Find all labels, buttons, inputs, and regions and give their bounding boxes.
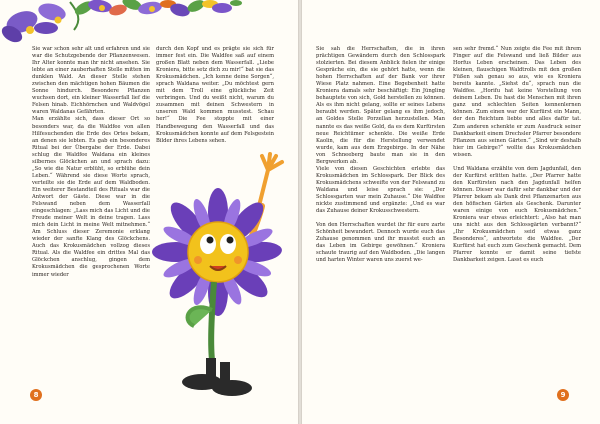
paragraph: Und Waldana erzählte von dem Jagdunfall, den der Kurfürst erlitten hatte. „Der Pfarrer hatte den Kurfürsten nach den Jagdunfall helfen können. Dieser war dafür sehr dankbar und der Pfarrer bekam als Dank drei Pflanzenarten aus den höfischen Gärten als Geschenk. Darunter waren einige von euch Krokusmädchen.“ Kroniera war etwas erleichtert: „Also hat man uns nicht aus den Schlossgärten verbannt?“ „Ihr Krokusmädchen seid etwas ganz Besonderes“, antwortete die Waldfee. „Der Kurfürst hat euch zum Geschenk gemacht. Dem Pfarrer konnte er damit seine tiefste Dankbarkeit zeigen. Lasst es euch: [453, 165, 581, 264]
paragraph: Viele von diesen Geschichten erlebte das Krokusmädchen im Schlosspark. Der Blick des Krokusmädchens schweifte von der Felswand zu Waldana und leise sprach sie: „Der Schlossgarten war mein Zuhause.“ Die Waldfee nickte zustimmend und ergänzte: „Und es war das Zuhause deiner Krokusschwestern.: [316, 165, 445, 215]
crocus-girl-illustration: [150, 150, 298, 410]
paragraph: durch den Kopf und es prägte sie sich für immer fest ein. Die Waldfee saß auf einem großen Blatt neben dem Wasserfall. „Liebe Kroniera, bitte setz dich zu mir!“ bat sie das Krokusmädchen. „Ich kenne deine Sorgen“, sprach Waldana weiter. „Du möchtest gern mit dem Troll eine glückliche Zeit verbringen. Und du weißt nicht, warum du zusammen mit deinen Schwestern in unseren Wald kommen musstest. Schau her!“ Die Fee stoppte mit einer Handbewegung den Wasserfall und das Krokusmädchen konnte auf dem Felsgestein Bilder ihres Lebens sehen.: [156, 46, 274, 144]
left-page-column-1: [32, 46, 150, 279]
page-number-left: 8: [30, 389, 42, 401]
paragraph: sen sehr fremd.“ Nun zeigte die Fee mit ihrem Finger auf die Felswand und ließ Bilder aus Horfus Leben erscheinen. Das Leben des kleinen, flauschigen Waldtrolls mit den großen Füßen sah genau so aus, wie es Kroniera bereits kannte. „Siehst du“, sprach nun die Waldfee. „Horifu hat keine Vorstellung von deinem Leben. Du hast die Menschen mit ihren ganz und schlechten Seiten kennenlernen können. Zum einen war der Kurfürst ein Mann, der den Reichtum liebte und alles dafür tat. Zum anderen schenkte er zum Ausdruck seiner Dankbarkeit einem Drechsler Pfarrer besondere Pflanzen aus seinen Gärten.“ „Sind wir deshalb hier im Gebirge?“ wollte das Krokusmädchen wissen.: [453, 46, 581, 158]
paragraph: Man erzählte sich, dass dieser Ort so besonders war, da die Waldfee von allen Hilfesuchenden die Erde des Ortes bekam, an denen sie lebten. Es gab ein besonderes Ritual bei der Übergabe der Erde. Dabei schlug die Waldfee Waldana ein kleines silbernes Glöckchen an und sprach dazu: „So wie die Natur erblüht, so erblühe dein Leben.“ Während sie diese Worte sprach, verteilte sie die Erde auf dem Waldboden. Ein weiterer Bestandteil des Rituals war die Antwort der Gäste. Diese war in die Felswand neben dem Wasserfall eingeschlagen: „Lass mich das Licht und die Freude meiner Welt in deine tragen. Lass mich dein Licht in meine Welt mitnehmen.“ Am Schluss dieser Zeremonie erklang wieder der sanfte Klang des Glöckchens. Auch das Krokusmädchen vollzog dieses Ritual. Als die Waldfee ein drittes Mal das Glöckchen anschlug, gingen dem Krokusmädchen die gesprochenen Worte immer wieder: [32, 116, 150, 278]
right-page-column-2: [453, 46, 581, 264]
left-page-column-2: [156, 46, 274, 145]
page-number-right: 9: [557, 389, 569, 401]
paragraph: Sie war schon sehr alt und erfahren und sie war die Schutzgebende der Pflanzenwesen. Ihr Alter konnte man ihr nicht ansehen. Sie lebte an einer zauberhaften Stelle mitten im dunklen Wald. An dieser Stelle stehen zwischen den mächtigen hohen Bäumen die Sonne hindurch. Besondere Pflanzen wuchsen dort, ein kleiner Wasserfall lief die Felsen hinab. Eichhörnchen und Waldvögel waren Waldanas Gefährten.: [32, 46, 150, 116]
left-page: [0, 0, 298, 424]
flower-border-illustration: [0, 0, 298, 50]
right-page-column-1: [316, 46, 445, 264]
paragraph: Von den Herrschaften wurdet ihr für eure zarte Schönheit bewundert. Dennoch wurde euch das Zuhause genommen und ihr musstet euch an das Leben im Gebirge gewöhnen.“ Kroniera schaute traurig auf den Waldboden. „Die langen und harten Winter waren uns zuerst we-: [316, 222, 445, 264]
paragraph: Sie sah die Herrschaften, die in ihren prächtigen Gewändern durch den Schlosspark stolzierten. Bei diesem Anblick fielen ihr einige Gespräche ein, die sie gehört hatte, wenn die hohen Herrschaften auf der Bank vor ihrer Wiese Platz nahmen. Eine Begebenheit hatte Kroniera damals sehr beschäftigt: Ein Jüngling behauptete von sich, Gold herstellen zu können. Als es ihm nicht gelang, sollte er seines Lebens beraubt werden. Später gelang es ihm jedoch, an Goldes Stelle Porzellan herzustellen. Man nannte es das weiße Gold, da es dem Kurfürsten neue Reichtümer schenkte. Die weiße Erde Kaolin, die für die Herstellung verwendet wurde, kam aus dem Erzgebirge. In der Nähe von Schneeberg baute man sie in den Bergwerken ab.: [316, 46, 445, 165]
right-page: [302, 0, 600, 424]
